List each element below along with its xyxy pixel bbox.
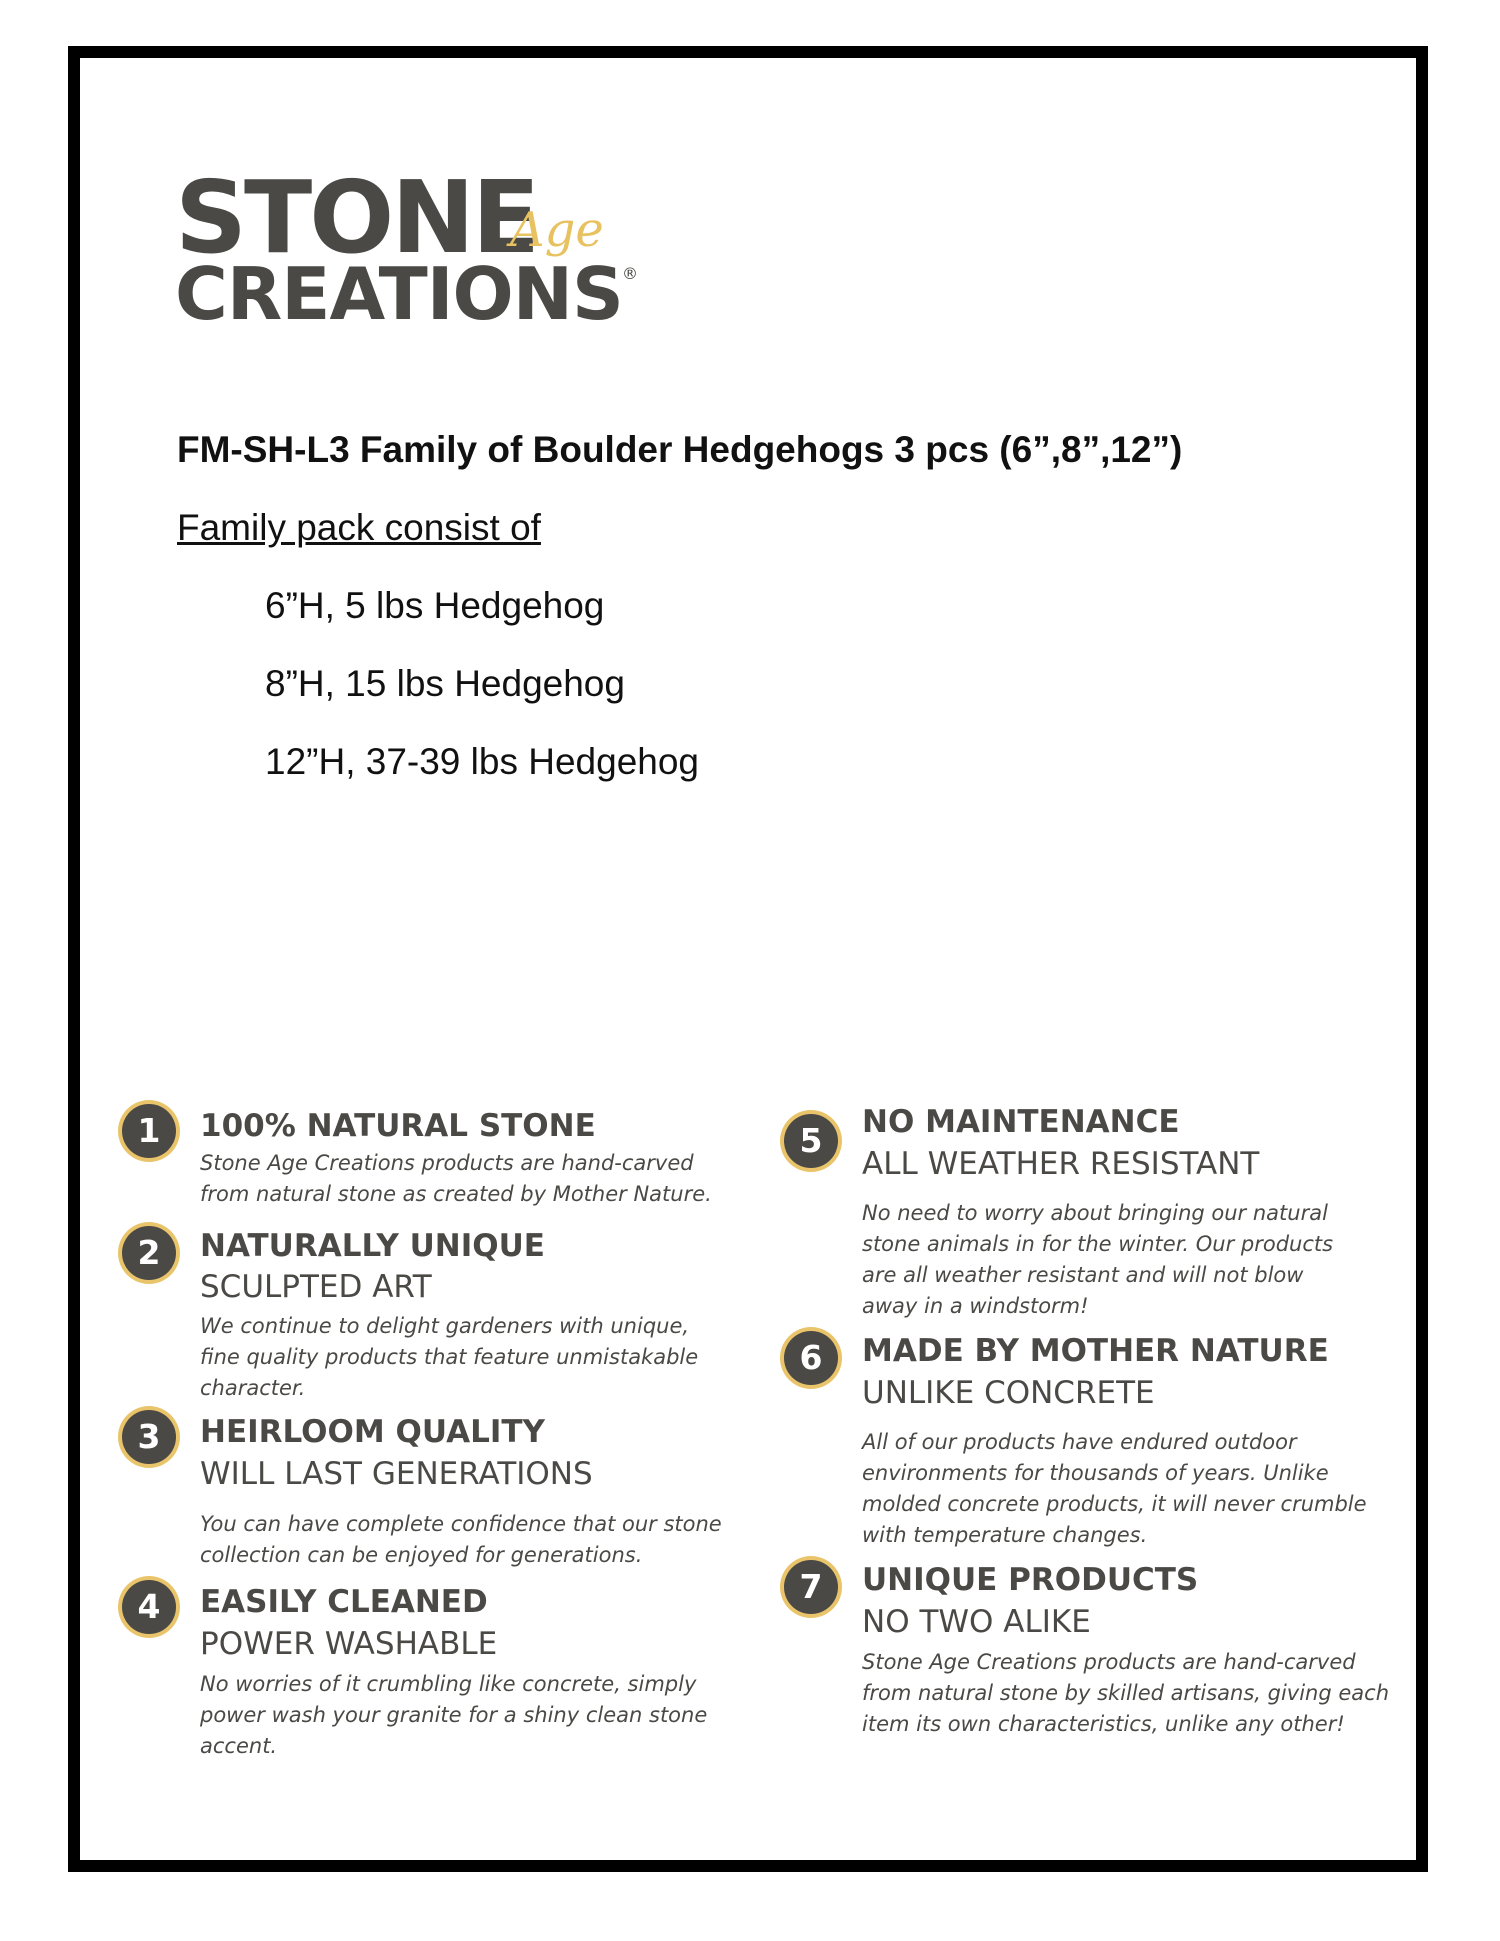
feature-heading: NO MAINTENANCE	[862, 1104, 1180, 1140]
pack-heading: Family pack consist of	[177, 507, 541, 548]
logo-registered-mark: ®	[622, 264, 638, 283]
logo-word-stone: STONE	[175, 159, 538, 276]
feature-subheading: ALL WEATHER RESISTANT	[862, 1146, 1260, 1182]
feature-number-badge: 4	[122, 1580, 176, 1634]
pack-item: 6”H, 5 lbs Hedgehog	[265, 585, 605, 626]
feature-description: Stone Age Creations products are hand-carved from natural stone as created by Mother Nature.	[200, 1151, 712, 1206]
stone-age-creations-logo	[175, 159, 638, 338]
feature-subheading: POWER WASHABLE	[200, 1626, 498, 1662]
feature-heading: EASILY CLEANED	[200, 1584, 488, 1620]
feature-description: No need to worry about bringing our natural stone animals in for the winter. Our products are all weather resistant and will not blow away in a windstorm!	[862, 1201, 1334, 1318]
feature-heading: HEIRLOOM QUALITY	[200, 1414, 545, 1450]
feature-subheading: NO TWO ALIKE	[862, 1604, 1091, 1640]
feature-heading: UNIQUE PRODUCTS	[862, 1562, 1199, 1598]
feature-description: Stone Age Creations products are hand-carved from natural stone by skilled artisans, giving each item its own characteristics, unlike any other!	[862, 1650, 1389, 1736]
feature-heading: 100% NATURAL STONE	[200, 1108, 596, 1144]
feature-subheading: SCULPTED ART	[200, 1269, 432, 1305]
feature-description: All of our products have endured outdoor environments for thousands of years. Unlike molded concrete products, it will never crumble with temperature changes.	[862, 1430, 1367, 1547]
feature-number-badge: 1	[122, 1104, 176, 1158]
logo-word-age: Age	[510, 202, 604, 258]
feature-number-badge: 5	[784, 1114, 838, 1168]
feature-description: No worries of it crumbling like concrete, simply power wash your granite for a shiny clean stone accent.	[200, 1672, 708, 1758]
logo-word-creations: CREATIONS	[175, 252, 623, 336]
feature-subheading: UNLIKE CONCRETE	[862, 1375, 1155, 1411]
feature-description: You can have complete confidence that our stone collection can be enjoyed for generations.	[200, 1512, 722, 1567]
feature-number-badge: 6	[784, 1331, 838, 1385]
pack-item: 8”H, 15 lbs Hedgehog	[265, 663, 625, 704]
feature-number-badge: 7	[784, 1560, 838, 1614]
feature-number-badge: 3	[122, 1410, 176, 1464]
pack-item: 12”H, 37-39 lbs Hedgehog	[265, 741, 700, 782]
product-title: FM-SH-L3 Family of Boulder Hedgehogs 3 pcs (6”,8”,12”)	[177, 429, 1183, 470]
feature-description: We continue to delight gardeners with unique, fine quality products that feature unmistakable character.	[200, 1314, 699, 1400]
feature-subheading: WILL LAST GENERATIONS	[200, 1456, 593, 1492]
feature-heading: NATURALLY UNIQUE	[200, 1228, 545, 1264]
feature-number-badge: 2	[122, 1226, 176, 1280]
feature-heading: MADE BY MOTHER NATURE	[862, 1333, 1329, 1369]
